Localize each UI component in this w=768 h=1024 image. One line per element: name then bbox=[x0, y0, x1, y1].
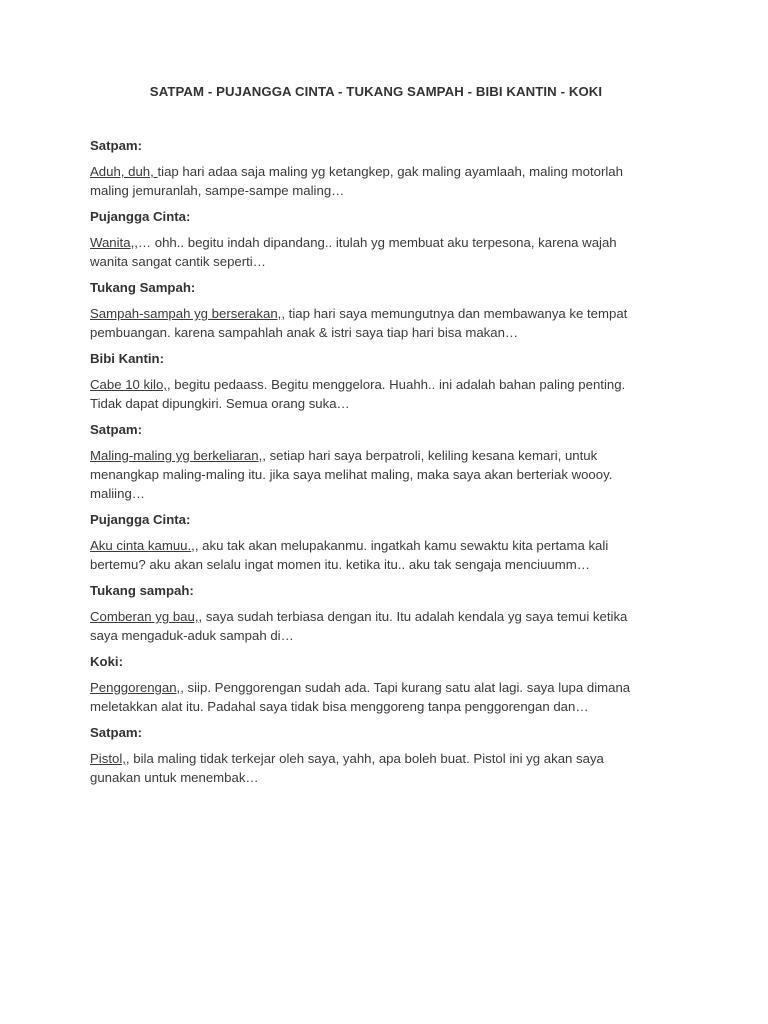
dialogue-line: , bila maling tidak terkejar oleh saya, yahh, apa boleh buat. Pistol ini yg akan saya bbox=[125, 751, 604, 766]
dialogue-section bbox=[90, 652, 670, 716]
dialogue-section bbox=[90, 136, 670, 200]
dialogue-text bbox=[90, 375, 670, 413]
dialogue-line: meletakkan alat itu. Padahal saya tidak bisa menggoreng tanpa penggorengan dan… bbox=[90, 699, 589, 714]
speaker-name: Satpam: bbox=[90, 725, 143, 740]
dialogue-line: gunakan untuk menembak… bbox=[90, 770, 259, 785]
dialogue-line: tiap hari adaa saja maling yg ketangkep, gak maling ayamlaah, maling motorlah bbox=[157, 164, 623, 179]
dialogue-text bbox=[90, 607, 670, 645]
dialogue-lead: Maling-maling yg berkeliaran, bbox=[90, 448, 263, 463]
dialogue-section bbox=[90, 723, 670, 787]
dialogue-line: wanita sangat cantik seperti… bbox=[90, 254, 266, 269]
dialogue-text bbox=[90, 304, 670, 342]
dialogue-lead: Pistol, bbox=[90, 751, 126, 766]
dialogue-line: maling jemuranlah, sampe-sampe maling… bbox=[90, 183, 345, 198]
document-page bbox=[90, 84, 670, 787]
dialogue-text bbox=[90, 162, 670, 200]
dialogue-text bbox=[90, 233, 670, 271]
speaker-name: Pujangga Cinta: bbox=[90, 209, 191, 224]
dialogue-lead: Wanita bbox=[90, 235, 131, 250]
dialogue-text bbox=[90, 536, 670, 574]
speaker-name: Pujangga Cinta: bbox=[90, 512, 191, 527]
dialogue-line: ,,… ohh.. begitu indah dipandang.. itulah yg membuat aku terpesona, karena wajah bbox=[130, 235, 617, 250]
dialogue-section bbox=[90, 278, 670, 342]
dialogue-line: pembuangan. karena sampahlah anak & istri saya tiap hari bisa makan… bbox=[90, 325, 519, 340]
dialogue-section bbox=[90, 420, 670, 503]
dialogue-text bbox=[90, 678, 670, 716]
dialogue-line: , siip. Penggorengan sudah ada. Tapi kurang satu alat lagi. saya lupa dimana bbox=[180, 680, 631, 695]
dialogue-section bbox=[90, 349, 670, 413]
speaker-name: Tukang sampah: bbox=[90, 583, 194, 598]
dialogue-section bbox=[90, 207, 670, 271]
dialogue-line: maliing… bbox=[90, 486, 145, 501]
dialogue-line: , tiap hari saya memungutnya dan membawanya ke tempat bbox=[281, 306, 628, 321]
dialogue-line: bertemu? aku akan selalu ingat momen itu. ketika itu.. aku tak sengaja menciuumm… bbox=[90, 557, 590, 572]
speaker-name: Satpam: bbox=[90, 138, 143, 153]
dialogue-line: Tidak dapat dipungkiri. Semua orang suka… bbox=[90, 396, 350, 411]
dialogue-lead: Penggorengan, bbox=[90, 680, 181, 695]
dialogue-lead: Comberan yg bau, bbox=[90, 609, 199, 624]
dialogue-lead: Cabe 10 kilo, bbox=[90, 377, 167, 392]
dialogue-lead: Sampah-sampah yg berserakan, bbox=[90, 306, 282, 321]
dialogue-text bbox=[90, 446, 670, 503]
dialogue-section bbox=[90, 581, 670, 645]
dialogue-line: , saya sudah terbiasa dengan itu. Itu adalah kendala yg saya temui ketika bbox=[198, 609, 628, 624]
speaker-name: Bibi Kantin: bbox=[90, 351, 164, 366]
document-title: SATPAM - PUJANGGA CINTA - TUKANG SAMPAH - BIBI KANTIN - KOKI bbox=[149, 84, 603, 99]
dialogue-line: menangkap maling-maling itu. jika saya melihat maling, maka saya akan berteriak woooy. bbox=[90, 467, 613, 482]
speaker-name: Koki: bbox=[90, 654, 123, 669]
dialogue-section bbox=[90, 510, 670, 574]
dialogue-lead: Aku cinta kamuu. bbox=[90, 538, 192, 553]
dialogue-line: saya mengaduk-aduk sampah di… bbox=[90, 628, 294, 643]
dialogue-line: , begitu pedaass. Begitu menggelora. Huahh.. ini adalah bahan paling penting. bbox=[166, 377, 626, 392]
dialogue-line: , setiap hari saya berpatroli, keliling kesana kemari, untuk bbox=[262, 448, 598, 463]
dialogue-lead: Aduh, duh, bbox=[90, 164, 158, 179]
speaker-name: Satpam: bbox=[90, 422, 143, 437]
dialogue-line: ,, aku tak akan melupakanmu. ingatkah kamu sewaktu kita pertama kali bbox=[191, 538, 609, 553]
speaker-name: Tukang Sampah: bbox=[90, 280, 196, 295]
dialogue-text bbox=[90, 749, 670, 787]
